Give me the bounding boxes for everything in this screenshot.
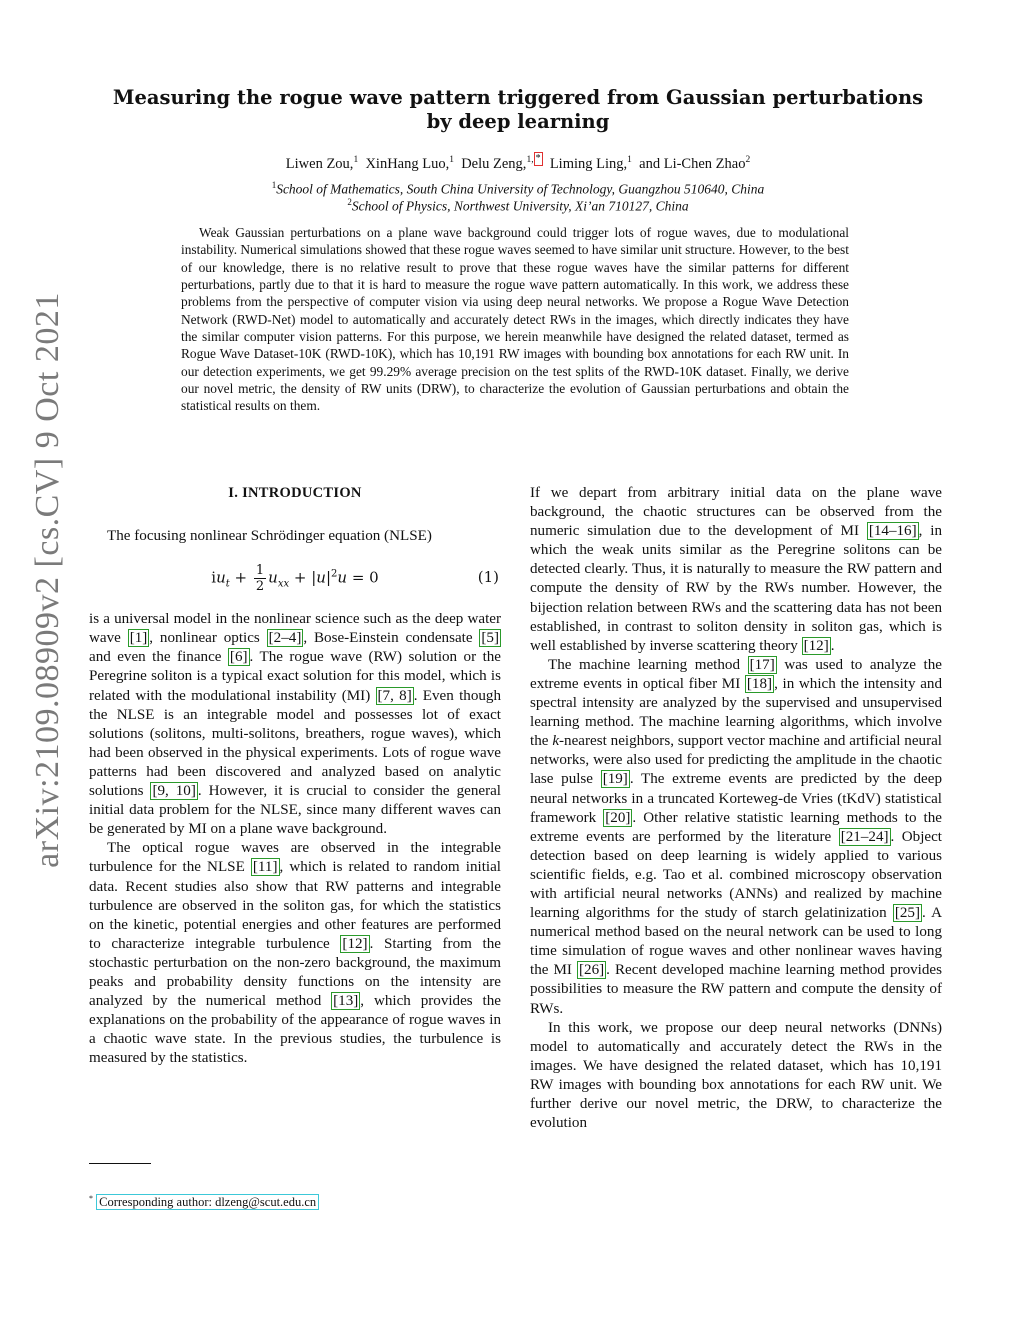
intro-sentence: The focusing nonlinear Schrödinger equation (NLSE) (107, 528, 432, 545)
footnote-mark: * (89, 1194, 93, 1203)
affiliation-2-text: School of Physics, Northwest University, Xi’an 710127, China (351, 198, 689, 214)
citation-link[interactable]: [1] (129, 630, 148, 647)
footnote-corresponding-author (89, 1191, 509, 1210)
author-4: Liming Ling, (549, 155, 628, 172)
arxiv-identifier-stamp (18, 160, 78, 1000)
equation-nlse (89, 556, 501, 600)
author-2: XinHang Luo, (365, 155, 450, 172)
corresponding-author-email-link[interactable]: Corresponding author: dlzeng@scut.edu.cn (96, 1194, 319, 1210)
citation-link[interactable]: [18] (746, 675, 773, 692)
author-5: and Li-Chen Zhao (639, 155, 746, 172)
citation-link[interactable]: [7, 8] (377, 687, 412, 704)
right-paragraph-3: In this work, we propose our deep neural networks (DNNs) model to automatically and accurately detect the RWs in the images. We have designed the related dataset, which has 10,191 RW images with bounding box annotations for each RW unit. We further derive our novel metric, the DRW, to characterize the evolution (530, 1019, 942, 1132)
affiliation-2-number: 2 (347, 197, 352, 207)
citation-link[interactable]: [20] (605, 809, 631, 826)
arxiv-identifier-text: arXiv:2109.08909v2 [cs.CV] 9 Oct 2021 (29, 292, 66, 868)
left-paragraph-2: The optical rogue waves are observed in the integrable turbulence for the NLSE [11] , which is related to random initial data. Recent studies also show that RW patterns and integrable turbulence are observed in the soliton gas, for which the statistics on the kinetic, potential energies and other features are performed to characterize integrable turbulence [12] . Starting from the stochastic perturbation on the non-zero background, the maximum peaks and probability density functions on the intensity are analyzed by the numerical method [13] , which provides the explanations on the probability of the appearance of rogue waves in a chaotic wave state. In the previous studies, the turbulence is measured by the statistics. (89, 840, 501, 1067)
author-3-affil: 1, (526, 155, 534, 165)
author-2-affil: 1 (449, 155, 454, 165)
citation-link[interactable]: [2–4] (268, 630, 302, 647)
left-column (89, 480, 501, 1068)
right-paragraph-1: If we depart from arbitrary initial data on the plane wave background, the chaotic structures can be observed from the numeric simulation due to the development of MI [14–16] , in which the weak units similar as the Peregrine solitons can be detected clearly. Thus, it is naturally to measure the RW pattern and compute the density of RW by the RWs number. However, the bijection relation between RWs and the scattering data has not been established, in contrast to soliton density in soliton gas, which is well established by inverse scattering theory [12] . (530, 485, 942, 654)
left-paragraph-1: is a universal model in the nonlinear science such as the deep water wave [1] , nonlinear optics [2–4] , Bose-Einstein condensate [5] and even the finance [6] . The rogue wave (RW) solution or the Peregrine soliton is a typical exact solution for this model, which is related with the modulational instability (MI) [7, 8] . Even though the NLSE is an integrable model and possesses lot of exact solutions (solitons, multi-solitons, breathers, rogue waves), which had been observed in the physical experiments. Lots of rogue wave patterns had been discovered and analyzed based on analytic solutions [9, 10] . However, it is crucial to consider the general initial data problem for the NLSE, since many different waves can be generated by MI on a plane wave background. (89, 611, 502, 838)
right-column (530, 484, 942, 1133)
citation-link[interactable]: [13] (333, 993, 359, 1010)
citation-link[interactable]: [5] (481, 630, 499, 647)
citation-link[interactable]: [25] (894, 905, 920, 922)
corresponding-author-footnote-link[interactable]: * (535, 153, 541, 164)
affiliation-1-number: 1 (271, 180, 277, 190)
equation-number: (1) (477, 568, 499, 587)
citation-link[interactable]: [19] (602, 771, 628, 788)
affiliation-1-text: School of Mathematics, South China University of Technology, Guangzhou 510640, China (276, 181, 765, 197)
citation-link[interactable]: [12] (803, 637, 829, 654)
equation-nlse-formula: $iu_t$ + $\frac{1}{2}$ $u_{xx} + |u|^2u = 0$ (211, 562, 379, 594)
author-5-affil: 2 (745, 155, 751, 165)
affiliation-2 (100, 194, 936, 215)
citation-link[interactable]: [11] (252, 859, 278, 876)
section-heading-introduction: I. INTRODUCTION (228, 485, 362, 501)
author-list (100, 151, 936, 173)
citation-link[interactable]: [17] (749, 656, 775, 673)
citation-link[interactable]: [26] (579, 962, 605, 979)
citation-link[interactable]: [9, 10] (152, 783, 196, 800)
citation-link[interactable]: [12] (342, 935, 368, 952)
footnote-divider (89, 1163, 151, 1164)
abstract: Weak Gaussian perturbations on a plane wave background could trigger lots of rogue waves, due to modulational instability. Numerical simulations showed that these rogue waves seemed to have similar unit structure. However, to the best of our knowledge, there is no relative result to prove that these rogue waves have the similar patterns for different perturbations, partly due to that it is hard to measure the rogue wave pattern automatically. In this work, we address these problems from the perspective of computer vision via using deep neural networks. We propose a Rogue Wave Detection Network (RWD-Net) model to automatically and accurately detect RWs in the images, which directly indicates they have the similar computer vision patterns. For this purpose, we herein meanwhile have designed the related dataset, termed as Rogue Wave Dataset-10K (RWD-10K), which has 10,191 RW images with bounding box annotations for each RW unit. In our detection experiments, we get 99.29% average precision on the test splits of the RWD-10K dataset. Finally, we derive our novel metric, the density of RW units (DRW), to characterize the evolution of Gaussian perturbations and obtain the statistical results on them. (181, 225, 849, 414)
right-paragraph-2: The machine learning method [17] was used to analyze the extreme events in optical fiber MI [18] , in which the intensity and spectral intensity are analyzed by the supervised and unsupervised learning method. The machine learning algorithms, which involve the k-nearest neighbors, support vector machine and artificial neural networks, were also used for predicting the amplitude in the chaotic lase pulse [19] . The extreme events are predicted by the deep neural networks in a truncated Korteweg-de Vries (tKdV) statistical framework [20] . Other relative statistic learning methods to the extreme events are performed by the literature [21–24] . Object detection based on deep learning is widely applied to various scientific fields, e.g. Tao et al. combined microscopy observation with artificial neural networks (ANNs) and realized by machine learning algorithms for the study of starch gelatinization [25] . A numerical method based on the neural network can be used to long time simulation of rogue waves and other nonlinear waves having the MI [26] . Recent developed machine learning method provides possibilities to measure the RW pattern and compute the density of RWs. (530, 656, 943, 1017)
citation-link[interactable]: [14–16] (868, 523, 917, 540)
paper-title: Measuring the rogue wave pattern triggered from Gaussian perturbations by deep learning (112, 86, 924, 133)
citation-link[interactable]: [6] (229, 649, 248, 666)
citation-link[interactable]: [21–24] (840, 828, 889, 845)
author-4-affil: 1 (627, 155, 632, 165)
author-1-affil: 1 (353, 155, 359, 165)
author-3: Delu Zeng, (461, 155, 527, 172)
author-1: Liwen Zou, (285, 155, 354, 172)
